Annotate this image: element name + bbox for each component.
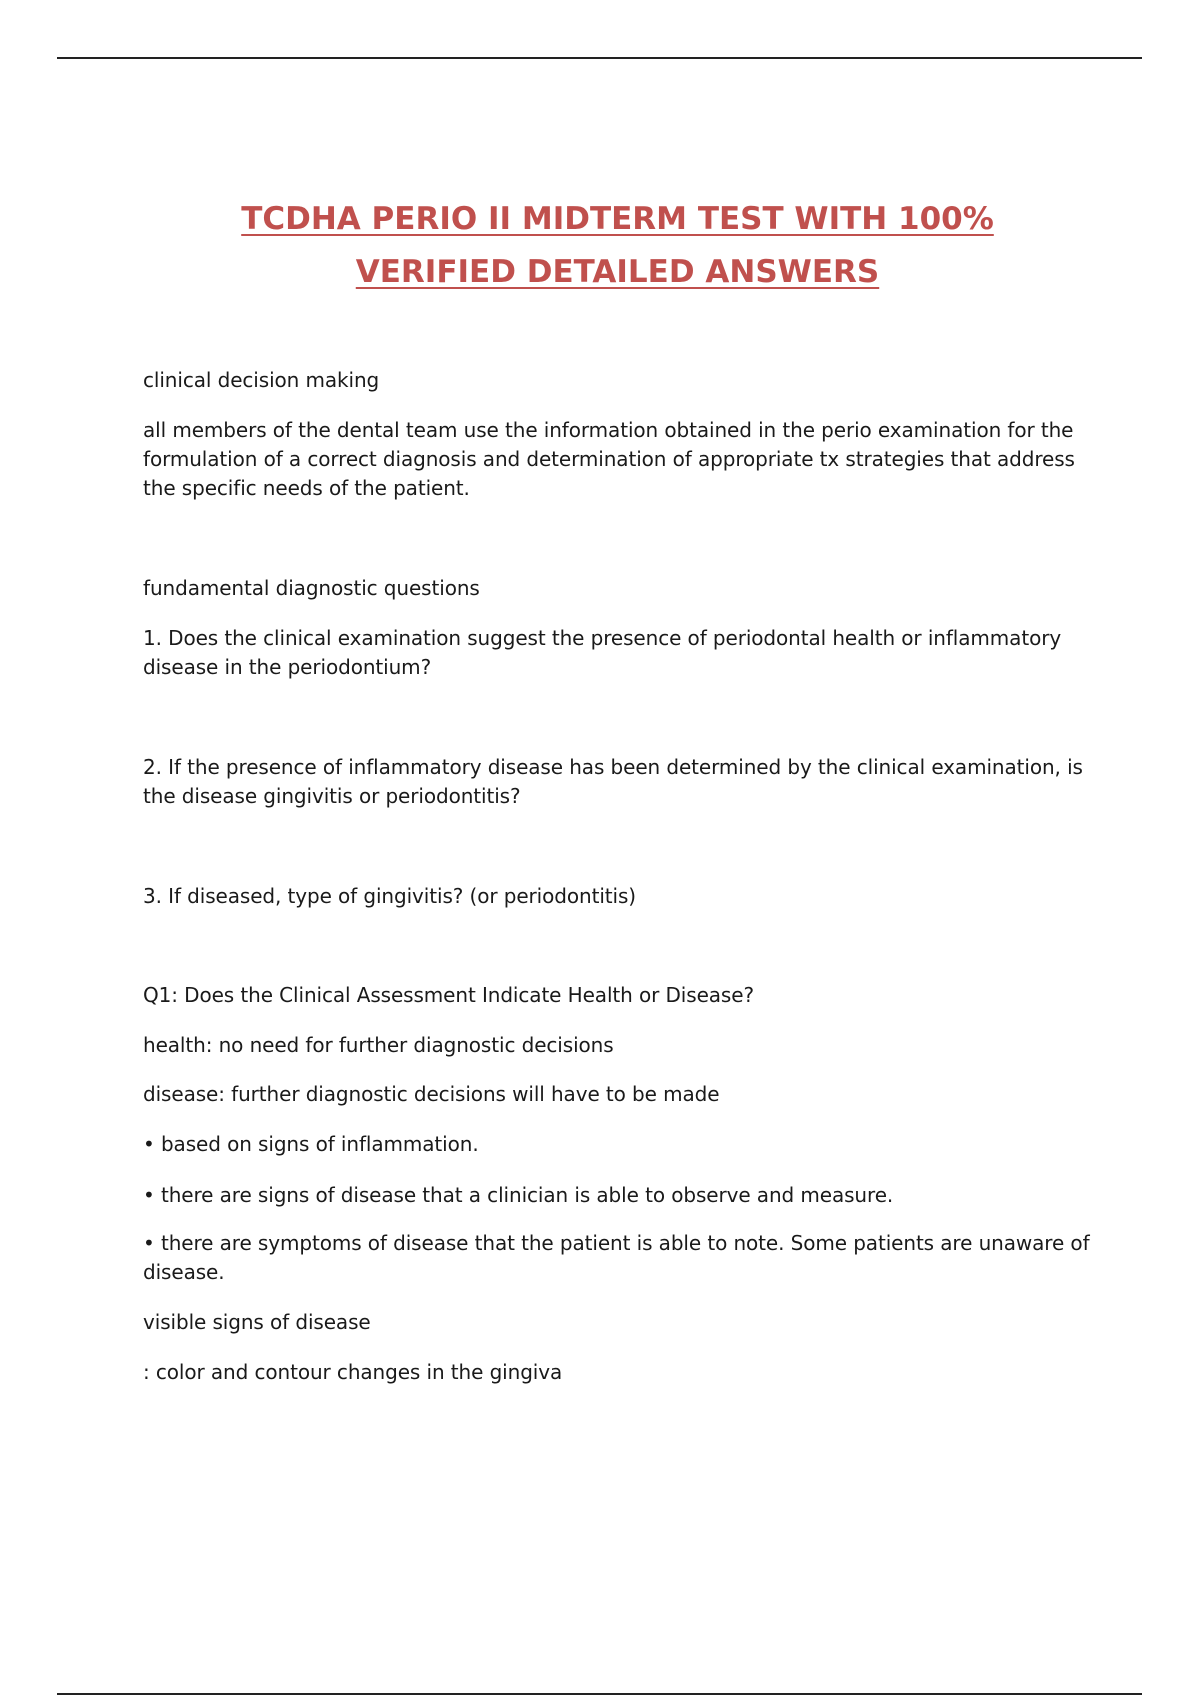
title-line-1: TCDHA PERIO II MIDTERM TEST WITH 100% xyxy=(241,201,994,237)
bullet-signs: • there are signs of disease that a clinician is able to observe and measure. xyxy=(143,1183,894,1207)
paragraph-dental-team: all members of the dental team use the information obtained in the perio examination for the formulation of a correct diagnosis and determination of appropriate tx strategies that address the specific needs of the patient. xyxy=(143,418,1075,500)
bottom-rule xyxy=(57,1693,1142,1695)
question-2: 2. If the presence of inflammatory disease has been determined by the clinical examination, is the disease gingivitis or periodontitis? xyxy=(143,755,1083,808)
heading-q1: Q1: Does the Clinical Assessment Indicate Health or Disease? xyxy=(143,983,754,1007)
question-1: 1. Does the clinical examination suggest the presence of periodontal health or inflammatory disease in the periodontium? xyxy=(143,626,1062,679)
question-3: 3. If diseased, type of gingivitis? (or periodontitis) xyxy=(143,884,636,908)
title-line-2: VERIFIED DETAILED ANSWERS xyxy=(355,254,880,290)
bullet-symptoms: • there are symptoms of disease that the patient is able to note. Some patients are unaware of disease. xyxy=(143,1231,1090,1284)
heading-fundamental-questions: fundamental diagnostic questions xyxy=(143,576,480,600)
line-disease: disease: further diagnostic decisions will have to be made xyxy=(143,1082,720,1106)
document-title xyxy=(0,193,1200,299)
bullet-inflammation: • based on signs of inflammation. xyxy=(143,1132,479,1156)
line-health: health: no need for further diagnostic decisions xyxy=(143,1033,614,1057)
heading-clinical-decision-making: clinical decision making xyxy=(143,368,380,392)
line-visible-signs: visible signs of disease xyxy=(143,1310,371,1334)
line-color-contour: : color and contour changes in the gingiva xyxy=(143,1360,563,1384)
top-rule xyxy=(57,57,1142,59)
